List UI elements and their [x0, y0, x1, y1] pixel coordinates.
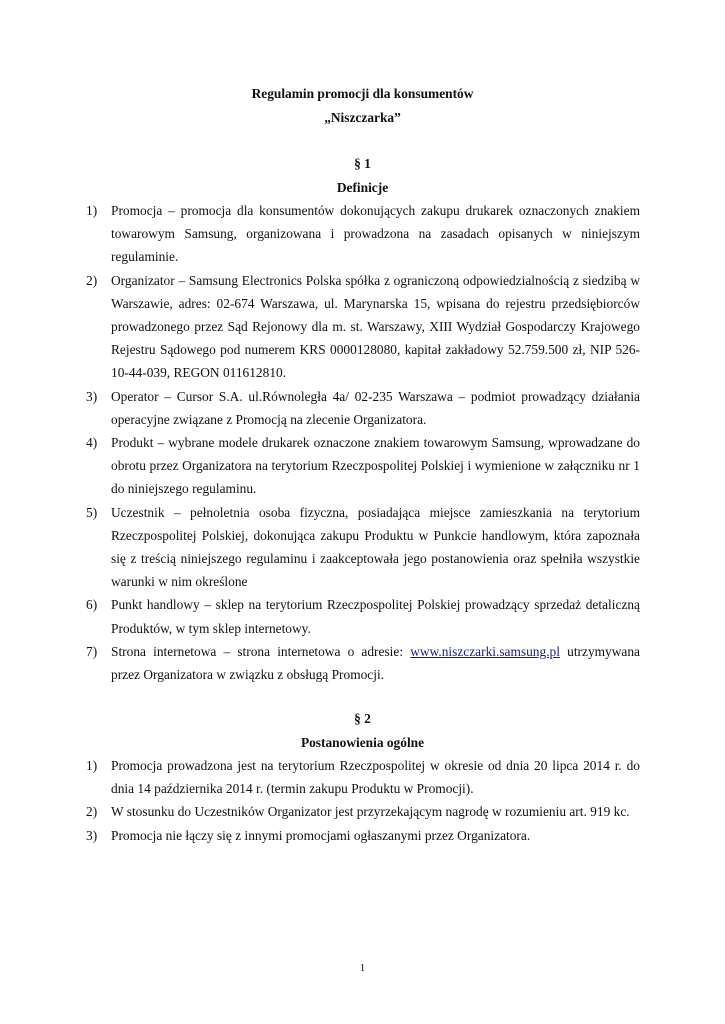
section-2-heading: Postanowienia ogólne [300, 735, 425, 750]
section-2-number: § 2 [354, 711, 371, 726]
list-item-number: 5) [86, 504, 98, 520]
list-item-text: Produkt – wybrane modele drukarek oznaczone znakiem towarowym Samsung, wprowadzane do obrotu przez Organizatora na terytorium Rzeczpospolitej Polskiej i wymienione w załączniku nr 1 do niniejszego regulaminu. [111, 435, 640, 497]
website-link[interactable]: www.niszczarki.samsung.pl [410, 643, 560, 659]
section-1-heading: Definicje [336, 180, 389, 195]
list-item-number: 2) [86, 804, 98, 820]
list-item-text: Promocja prowadzona jest na terytorium Rzeczpospolitej w okresie od dnia 20 lipca 2014 r. do dnia 14 października 2014 r. (termin zakupu Produktu w Promocji). [111, 758, 640, 797]
list-item [86, 199, 640, 269]
list-item [86, 269, 640, 385]
list-item [86, 824, 640, 847]
list-item-text: Organizator – Samsung Electronics Polska spółka z ograniczoną odpowiedzialnością z siedzibą w Warszawie, adres: 02-674 Warszawa, ul. Marynarska 15, wpisana do rejestru przedsiębiorców prowadzonego przez Sąd Rejonowy dla m. st. Warszawy, XIII Wydział Gospodarczy Krajowego Rejestru Sądowego pod numerem KRS 0000128080, kapitał zakładowy 52.759.500 zł, NIP 526-10-44-039, REGON 011612810. [111, 272, 640, 381]
list-item-number: 2) [86, 272, 98, 288]
list-item-text: Operator – Cursor S.A. ul.Równoległa 4a/ 02-235 Warszawa – podmiot prowadzący działania operacyjne związane z Promocją na zlecenie Organizatora. [111, 388, 640, 427]
list-item-text: Promocja nie łączy się z innymi promocjami ogłaszanymi przez Organizatora. [111, 827, 531, 843]
document-subtitle: „Niszczarka” [324, 110, 401, 125]
list-item-text: utrzymywana przez Organizatora w związku z obsługą Promocji. [111, 643, 640, 683]
section-2-list [86, 754, 640, 847]
list-item [86, 640, 640, 686]
list-item-number: 1) [86, 758, 98, 773]
list-item-text: Promocja – promocja dla konsumentów dokonujących zakupu drukarek oznaczonych znakiem towarowym Samsung, organizowana i prowadzona na zasadach opisanych w niniejszym regulaminie. [111, 203, 640, 265]
list-item-text: Punkt handlowy – sklep na terytorium Rzeczpospolitej Polskiej prowadzący sprzedaż detaliczną Produktów, w tym sklep internetowy. [111, 597, 640, 636]
list-item-number: 4) [86, 435, 98, 451]
list-item-number: 7) [86, 643, 98, 659]
list-item [86, 800, 640, 823]
document-title: Regulamin promocji dla konsumentów [251, 86, 474, 101]
list-item-number: 3) [86, 388, 98, 404]
list-item-number: 6) [86, 597, 98, 613]
list-item [86, 501, 640, 594]
list-item-text: Strona internetowa – strona internetowa o adresie: [111, 643, 411, 659]
list-item-number: 1) [86, 203, 98, 218]
list-item-text: Uczestnik – pełnoletnia osoba fizyczna, posiadająca miejsce zamieszkania na terytorium Rzeczpospolitej Polskiej, dokonująca zakupu Produktu w Punkcie handlowym, która zapoznała się z treścią niniejszego regulaminu i zaakceptowała jego postanowienia oraz spełniła wszystkie warunki w nim określone [111, 504, 640, 590]
list-item [86, 593, 640, 639]
section-1-list [86, 199, 640, 686]
list-item [86, 754, 640, 800]
list-item [86, 385, 640, 431]
list-item-text: W stosunku do Uczestników Organizator jest przyrzekającym nagrodę w rozumieniu art. 919 kc. [111, 804, 630, 820]
list-item-number: 3) [86, 827, 98, 843]
list-item [86, 431, 640, 501]
section-1-number: § 1 [354, 156, 371, 171]
page-number: 1 [359, 962, 366, 974]
